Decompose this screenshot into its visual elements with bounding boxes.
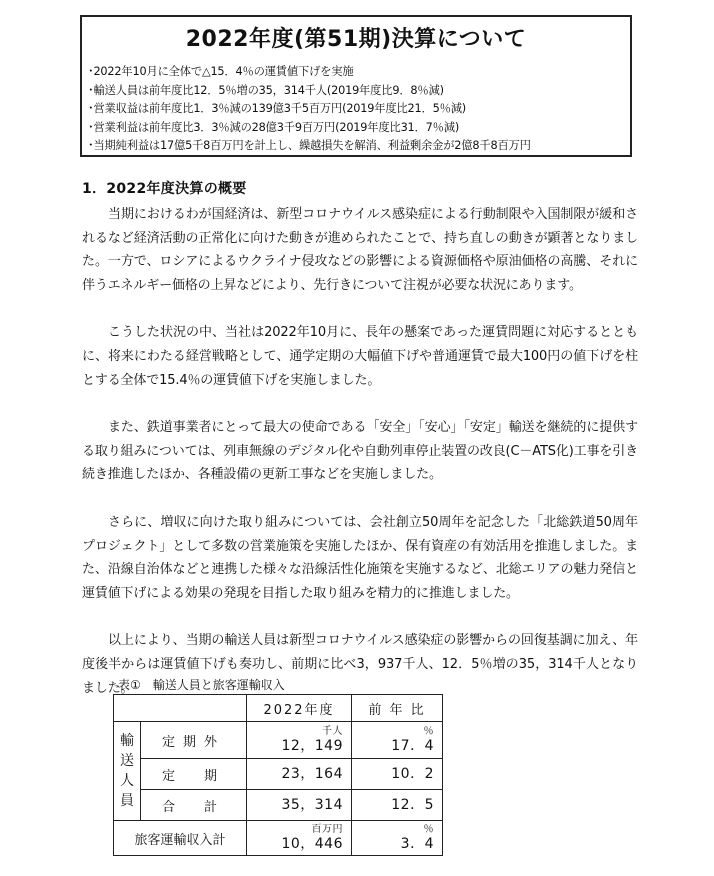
paragraph: さらに、増収に向けた取り組みについては、会社創立50周年を記念した「北総鉄道50周年プロジェクト」として多数の営業施策を実施したほか、保有資産の有効活用を推進しました。また、沿線自治体などと連携した様々な沿線活性化施策を実施するなど、北総エリアの魅力発信と運賃値下げによる効果の発現を目指した取り組みを精力的に推進しました。 [82, 514, 638, 601]
paragraph: こうした状況の中、当社は2022年10月に、長年の懸案であった運賃問題に対応するとともに、将来にわたる経営戦略として、通学定期の大幅値下げや普通運賃で最大100円の値下げを柱とする全体で15.4％の運賃値下げを実施しました。 [82, 325, 638, 388]
column-header-year: 2022年度 [247, 695, 352, 722]
ratio-text: 17．4 [391, 738, 434, 754]
unit-label: 千人 [322, 726, 343, 737]
ratio-text: 10．2 [391, 766, 434, 782]
summary-bullet: ･営業利益は前年度比3．3％減の28億3千9百万円(2019年度比31．7％減) [88, 120, 460, 134]
value-cell [247, 790, 352, 821]
table-row-revenue [114, 821, 443, 856]
ratio-text: 12．5 [391, 797, 434, 813]
section-heading: 1．2022年度決算の概要 [82, 181, 247, 197]
table-row [114, 759, 443, 790]
row-label: 定期外 [141, 722, 247, 759]
value-cell [247, 759, 352, 790]
summary-bullet: ･当期純利益は17億5千8百万円を計上し、繰越損失を解消、利益剰余金が2億8千8百万円 [88, 139, 531, 153]
value-text: 12，149 [281, 738, 343, 754]
table-header-row [114, 695, 443, 722]
value-text: 35，314 [281, 797, 343, 813]
table-row [114, 722, 443, 759]
value-cell [247, 722, 352, 759]
ratio-cell [352, 759, 443, 790]
ratio-cell [352, 722, 443, 759]
value-cell [247, 821, 352, 856]
summary-bullet-list [88, 63, 624, 156]
ratio-cell [352, 790, 443, 821]
row-label: 定 期 [141, 759, 247, 790]
paragraph: 当期におけるわが国経済は、新型コロナウイルス感染症による行動制限や入国制限が緩和されるなど経済活動の正常化に向けた動きが進められたことで、持ち直しの動きが顕著となりました。一方で、ロシアによるウクライナ侵攻などの影響による資源価格や原油価格の高騰、それに伴うエネルギー価格の上昇などにより、先行きについて注視が必要な状況にあります。 [82, 207, 638, 293]
row-label: 合 計 [141, 790, 247, 821]
summary-bullet: ･輸送人員は前年度比12．5％増の35，314千人(2019年度比9．8％減) [88, 83, 444, 97]
table-corner-cell [114, 695, 247, 722]
summary-box [80, 15, 632, 157]
column-header-ratio: 前 年 比 [352, 695, 443, 722]
body-text [82, 203, 638, 724]
unit-label: ％ [423, 824, 434, 835]
passenger-revenue-table [113, 694, 443, 856]
row-label: 旅客運輸収入計 [114, 821, 247, 856]
ratio-text: 3．4 [400, 836, 434, 852]
table-caption: 表① 輸送人員と旅客運輸収入 [118, 678, 285, 692]
paragraph: また、鉄道事業者にとって最大の使命である「安全」「安心」「安定」輸送を継続的に提供する取り組みについては、列車無線のデジタル化や自動列車停止装置の改良(C－ATS化)工事を引き続き推進したほか、各種設備の更新工事などを実施しました。 [82, 420, 638, 483]
summary-bullet: ･営業収益は前年度比1．3％減の139億3千5百万円(2019年度比21．5％減) [88, 102, 467, 116]
group-label-passengers: 輸 送 人 員 [114, 722, 141, 821]
ratio-cell [352, 821, 443, 856]
page-title: 2022年度(第51期)決算について [185, 27, 527, 52]
summary-bullet: ･2022年10月に全体で△15．4％の運賃値下げを実施 [88, 65, 354, 78]
value-text: 10，446 [281, 836, 343, 852]
value-text: 23，164 [281, 766, 343, 782]
unit-label: ％ [423, 726, 434, 737]
paragraph: 以上により、当期の輸送人員は新型コロナウイルス感染症の影響からの回復基調に加え、年度後半からは運賃値下げも奏功し、前期に比べ3，937千人、12．5％増の35，314千人となりました。 [82, 633, 638, 696]
table-row [114, 790, 443, 821]
unit-label: 百万円 [311, 824, 343, 835]
